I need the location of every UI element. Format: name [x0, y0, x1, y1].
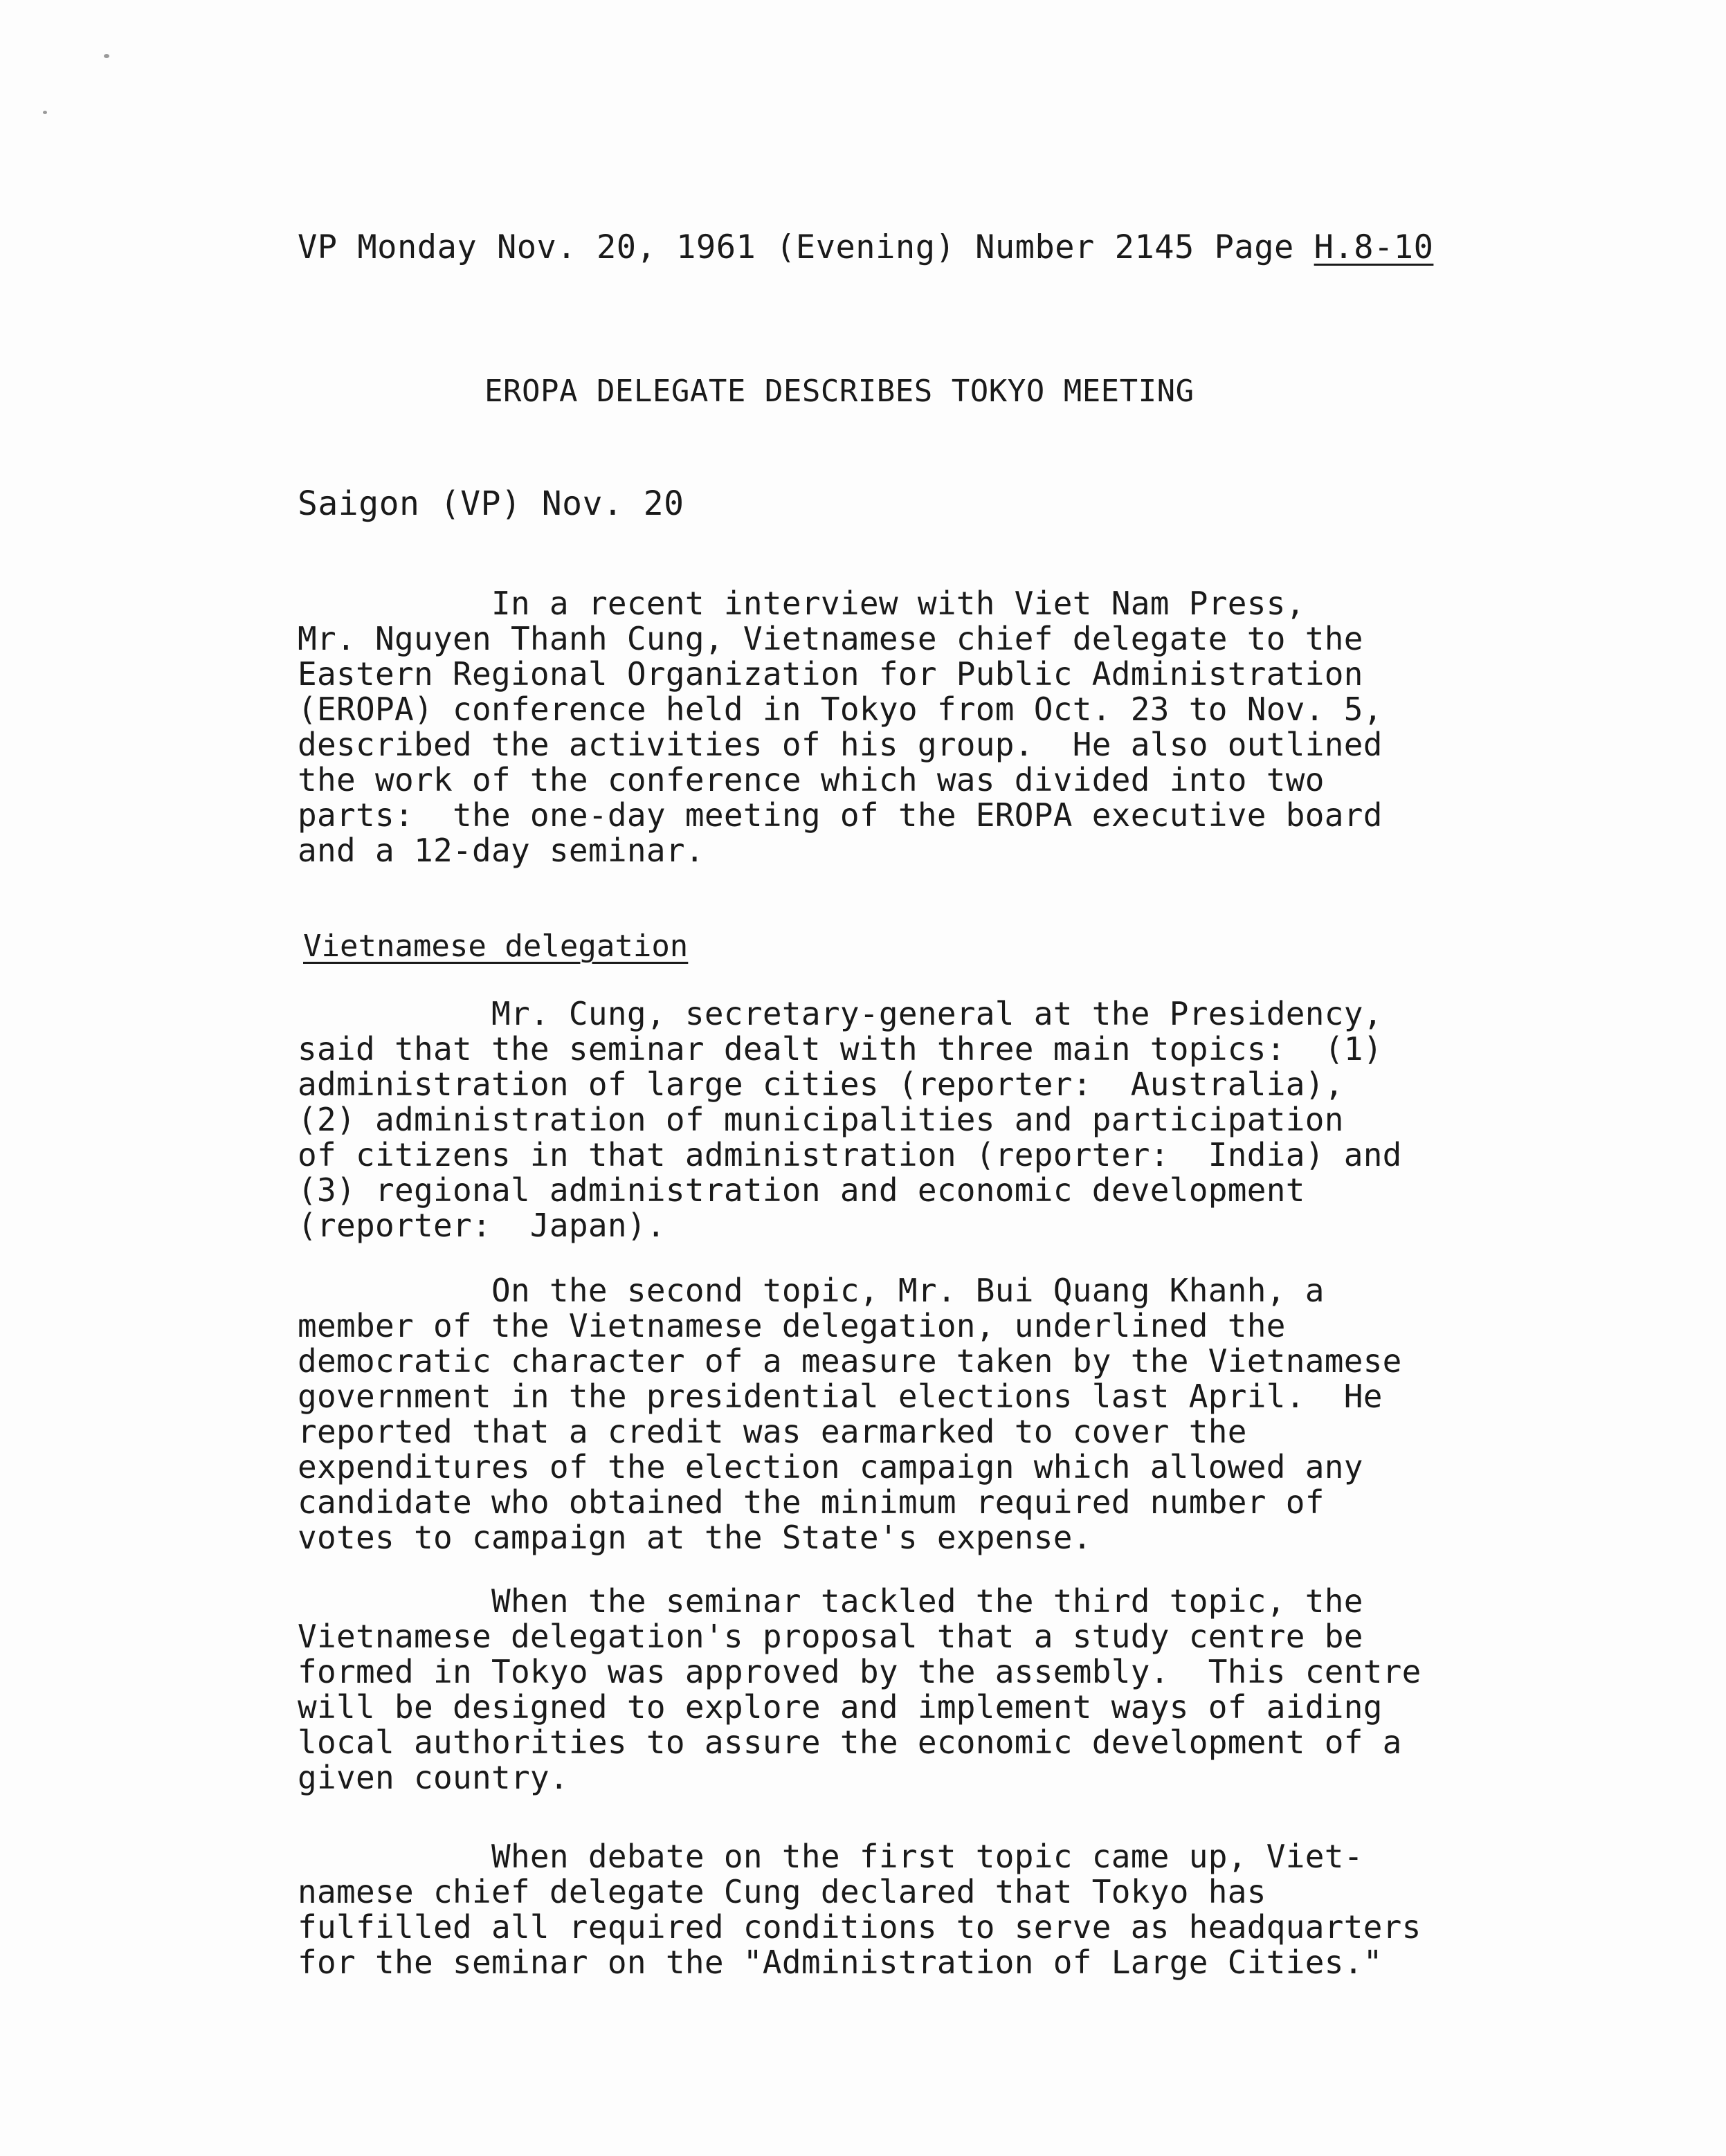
text-line: given country.: [298, 1759, 569, 1796]
text-line: and a 12-day seminar.: [298, 832, 705, 869]
text-line: government in the presidential elections last April. He: [298, 1378, 1383, 1415]
paragraph-seminar-topics: [298, 996, 1516, 1243]
text-line: Mr. Cung, secretary-general at the Presidency,: [298, 995, 1383, 1032]
text-line: When the seminar tackled the third topic, the: [298, 1582, 1363, 1620]
section-heading: Vietnamese delegation: [303, 929, 689, 964]
article-dateline: Saigon (VP) Nov. 20: [298, 484, 684, 523]
text-line: (reporter: Japan).: [298, 1207, 666, 1244]
text-line: (3) regional administration and economic development: [298, 1171, 1305, 1209]
text-line: fulfilled all required conditions to serve as headquarters: [298, 1908, 1421, 1946]
text-line: On the second topic, Mr. Bui Quang Khanh, a: [298, 1272, 1325, 1309]
text-line: said that the seminar dealt with three main topics: (1): [298, 1030, 1383, 1068]
text-line: the work of the conference which was divided into two: [298, 761, 1325, 798]
text-line: parts: the one-day meeting of the EROPA executive board: [298, 796, 1383, 834]
text-line: for the seminar on the "Administration of Large Cities.": [298, 1944, 1383, 1981]
paragraph-third-topic: [298, 1584, 1516, 1796]
text-line: Mr. Nguyen Thanh Cung, Vietnamese chief delegate to the: [298, 620, 1363, 657]
text-line: local authorities to assure the economic development of a: [298, 1724, 1402, 1761]
text-line: formed in Tokyo was approved by the assembly. This centre: [298, 1653, 1421, 1690]
text-line: will be designed to explore and implement ways of aiding: [298, 1688, 1383, 1726]
text-line: namese chief delegate Cung declared that Tokyo has: [298, 1873, 1266, 1910]
text-line: In a recent interview with Viet Nam Press,: [298, 585, 1305, 622]
text-line: votes to campaign at the State's expense.: [298, 1519, 1092, 1556]
paragraph-second-topic: [298, 1273, 1516, 1555]
page-reference: H.8-10: [1314, 228, 1434, 266]
text-line: described the activities of his group. He also outlined: [298, 726, 1383, 763]
text-line: of citizens in that administration (reporter: India) and: [298, 1136, 1402, 1173]
paragraph-interview: [298, 586, 1516, 868]
text-line: (2) administration of municipalities and participation: [298, 1101, 1344, 1138]
text-line: reported that a credit was earmarked to cover the: [298, 1413, 1247, 1450]
article-title: EROPA DELEGATE DESCRIBES TOKYO MEETING: [484, 374, 1194, 409]
text-line: (EROPA) conference held in Tokyo from Oct. 23 to Nov. 5,: [298, 691, 1383, 728]
text-line: Eastern Regional Organization for Public Administration: [298, 655, 1363, 693]
text-line: candidate who obtained the minimum required number of: [298, 1483, 1325, 1521]
text-line: administration of large cities (reporter: Australia),: [298, 1066, 1344, 1103]
header-text: VP Monday Nov. 20, 1961 (Evening) Number 2145 Page: [298, 228, 1314, 266]
text-line: When debate on the first topic came up, Viet-: [298, 1838, 1363, 1875]
text-line: expenditures of the election campaign which allowed any: [298, 1448, 1363, 1486]
paper-speck: [104, 54, 109, 58]
paper-speck: [43, 111, 47, 114]
paragraph-first-topic: [298, 1839, 1516, 1980]
text-line: Vietnamese delegation's proposal that a study centre be: [298, 1618, 1363, 1655]
text-line: member of the Vietnamese delegation, underlined the: [298, 1307, 1286, 1344]
header-dateline: [298, 230, 1433, 266]
text-line: democratic character of a measure taken by the Vietnamese: [298, 1342, 1402, 1380]
